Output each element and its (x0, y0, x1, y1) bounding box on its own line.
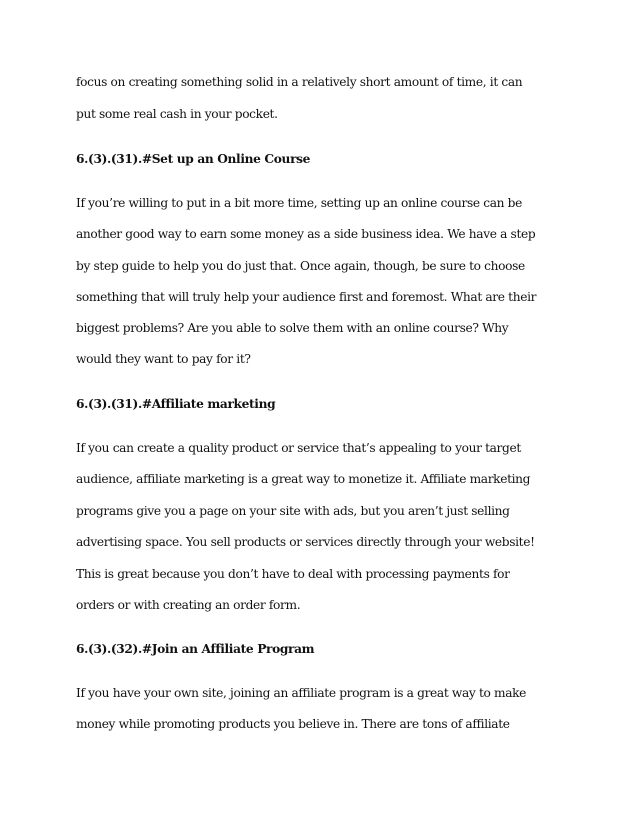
paragraph-line: money while promoting products you believe in. There are tons of affiliate (76, 717, 510, 731)
intro-line: focus on creating something solid in a relatively short amount of time, it can (76, 75, 523, 89)
paragraph-line: something that will truly help your audience first and foremost. What are their (76, 290, 537, 304)
paragraph-line: This is great because you don’t have to deal with processing payments for (76, 567, 510, 581)
section-heading-join-affiliate-program: 6.(3).(32).#Join an Affiliate Program (76, 642, 315, 656)
section-heading-online-course: 6.(3).(31).#Set up an Online Course (76, 152, 311, 166)
paragraph-line: by step guide to help you do just that. Once again, though, be sure to choose (76, 259, 525, 273)
paragraph-line: programs give you a page on your site with ads, but you aren’t just selling (76, 504, 510, 518)
paragraph-line: If you can create a quality product or service that’s appealing to your target (76, 441, 521, 455)
section-heading-affiliate-marketing: 6.(3).(31).#Affiliate marketing (76, 397, 276, 411)
paragraph-line: audience, affiliate marketing is a great way to monetize it. Affiliate marketing (76, 472, 531, 486)
paragraph-line: If you have your own site, joining an affiliate program is a great way to make (76, 686, 527, 700)
paragraph-line: would they want to pay for it? (76, 352, 251, 366)
paragraph-line: biggest problems? Are you able to solve them with an online course? Why (76, 321, 509, 335)
paragraph-line: advertising space. You sell products or services directly through your website! (76, 535, 535, 549)
paragraph-line: orders or with creating an order form. (76, 598, 301, 612)
intro-line: put some real cash in your pocket. (76, 107, 278, 121)
paragraph-line: If you’re willing to put in a bit more time, setting up an online course can be (76, 196, 522, 210)
paragraph-line: another good way to earn some money as a side business idea. We have a step (76, 227, 536, 241)
